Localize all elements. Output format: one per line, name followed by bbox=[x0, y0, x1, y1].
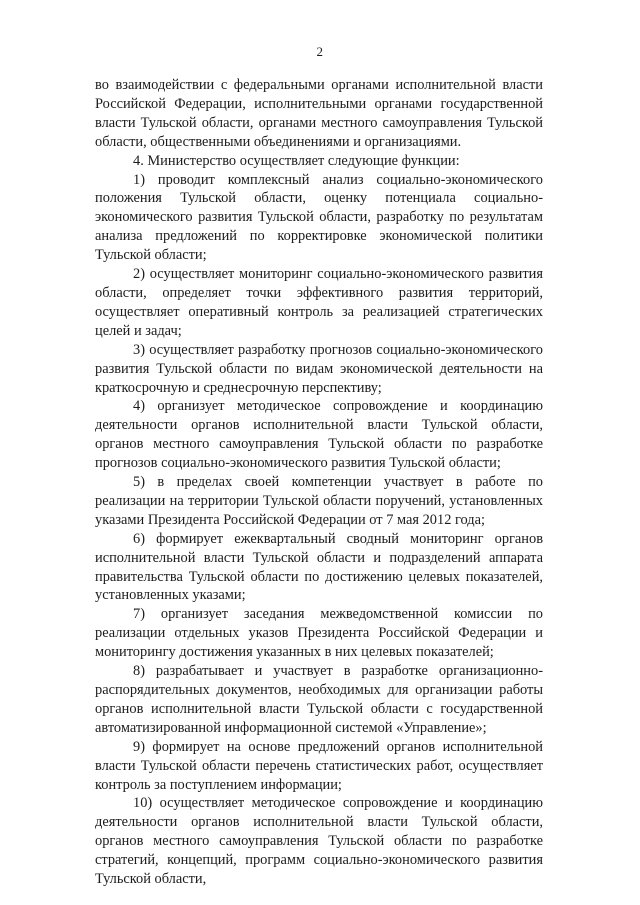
paragraph-function-2: 2) осуществляет мониторинг социально-экономического развития области, определяет точки эффективного развития территорий, осуществляет оперативный контроль за реализацией стратегических целей и задач; bbox=[95, 266, 543, 339]
paragraph-function-1: 1) проводит комплексный анализ социально-экономического положения Тульской области, оценку потенциала социально-экономического развития Тульской области, разработку по результатам анализа предложений по корректировке экономической политики Тульской области; bbox=[95, 171, 543, 264]
document-body bbox=[95, 76, 543, 889]
paragraph-intro-continuation: во взаимодействии с федеральными органами исполнительной власти Российской Федерации, исполнительными органами государственной власти Тульской области, органами местного самоуправления Тульской области, общественными объединениями и организациями. bbox=[95, 77, 543, 150]
paragraph-function-7: 7) организует заседания межведомственной комиссии по реализации отдельных указов Президента Российской Федерации и мониторингу достижения указанных в них целевых показателей; bbox=[95, 606, 543, 661]
paragraph-function-5: 5) в пределах своей компетенции участвует в работе по реализации на территории Тульской области поручений, установленных указами Президента Российской Федерации от 7 мая 2012 года; bbox=[95, 474, 543, 528]
paragraph-function-9: 9) формирует на основе предложений органов исполнительной власти Тульской области перечень статистических работ, осуществляет контроль за поступлением информации; bbox=[95, 738, 543, 793]
paragraph-section-4-heading: 4. Министерство осуществляет следующие функции: bbox=[133, 152, 460, 169]
paragraph-function-6: 6) формирует ежеквартальный сводный мониторинг органов исполнительной власти Тульской области и подразделений аппарата правительства Тульской области по достижению целевых показателей, установленных указами; bbox=[95, 530, 543, 604]
paragraph-function-8: 8) разрабатывает и участвует в разработке организационно-распорядительных документов, необходимых для организации работы органов исполнительной власти Тульской области с государственной автоматизированной информационной системой «Управление»; bbox=[95, 663, 543, 736]
paragraph-function-3: 3) осуществляет разработку прогнозов социально-экономического развития Тульской области по видам экономической деятельности на краткосрочную и среднесрочную перспективу; bbox=[95, 341, 543, 396]
paragraph-function-4: 4) организует методическое сопровождение и координацию деятельности органов исполнительной власти Тульской области, органов местного самоуправления Тульской области по разработке прогнозов социально-экономического развития Тульской области; bbox=[95, 398, 543, 472]
paragraph-function-10: 10) осуществляет методическое сопровождение и координацию деятельности органов исполнительной власти Тульской области, органов местного самоуправления Тульской области по разработке стратегий, концепций, программ социально-экономического развития Тульской области, bbox=[95, 795, 543, 888]
page-number: 2 bbox=[316, 44, 324, 59]
